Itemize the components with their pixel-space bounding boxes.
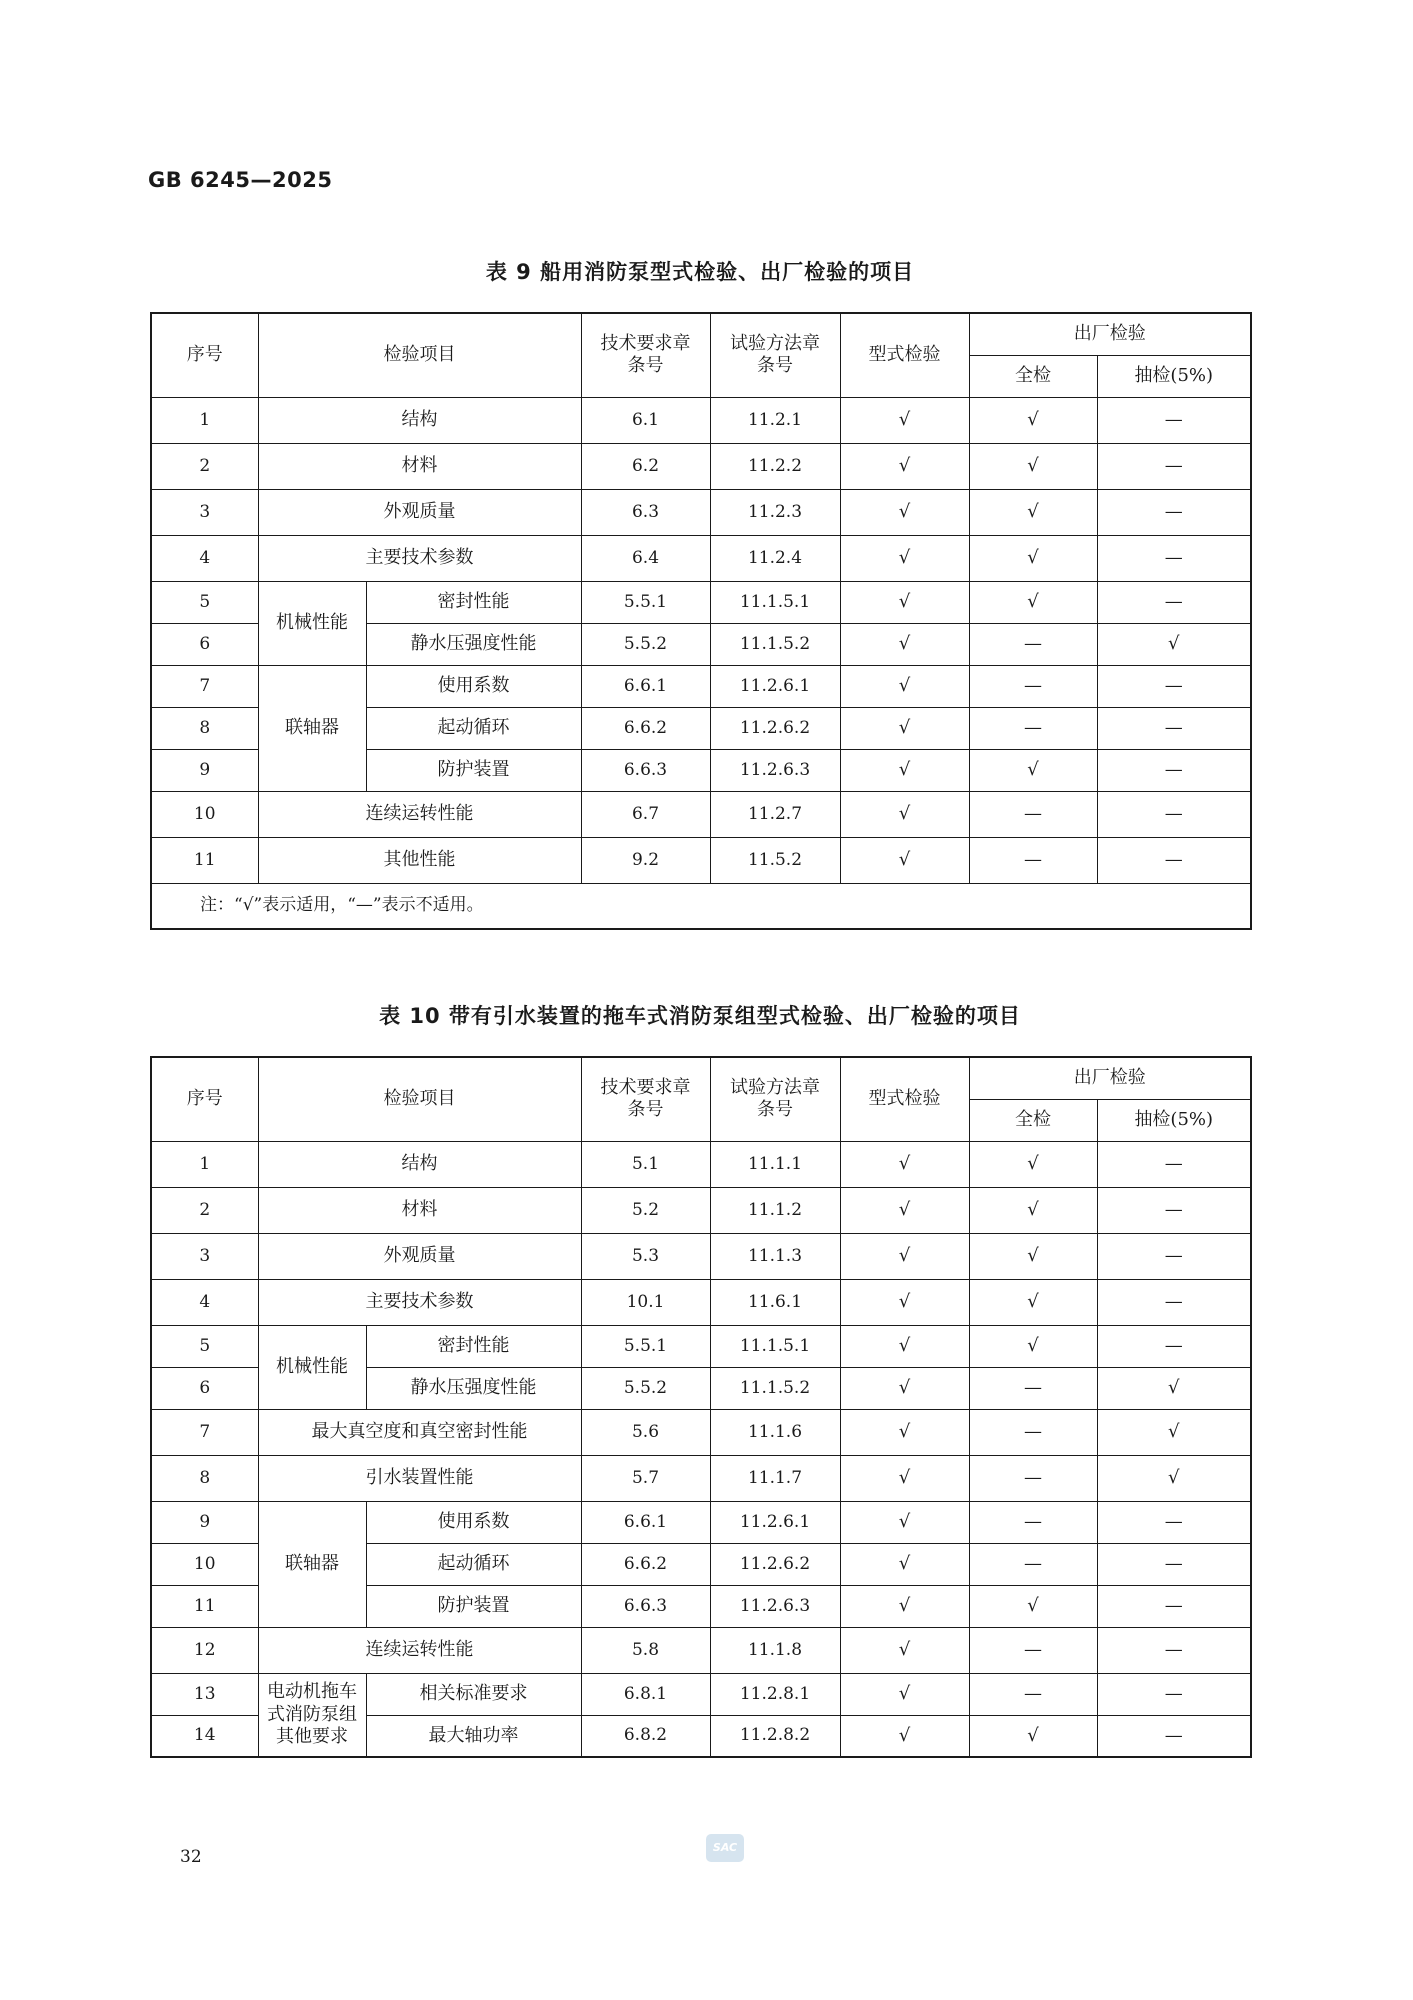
row-tech: 5.3 xyxy=(581,1233,710,1279)
table-row xyxy=(151,1455,1251,1501)
row-method: 11.1.2 xyxy=(710,1187,840,1233)
row-sample-mark: — xyxy=(1097,1543,1251,1585)
row-tech: 6.8.2 xyxy=(581,1715,710,1757)
row-method: 11.1.8 xyxy=(710,1627,840,1673)
table-10-caption: 表 10 带有引水装置的拖车式消防泵组型式检验、出厂检验的项目 xyxy=(379,1004,1021,1028)
table-row xyxy=(151,1233,1251,1279)
row-sample-mark: — xyxy=(1097,707,1251,749)
row-method: 11.1.5.1 xyxy=(710,581,840,623)
row-no: 5 xyxy=(151,1325,258,1367)
row-method: 11.2.6.2 xyxy=(710,1543,840,1585)
row-no: 1 xyxy=(151,1141,258,1187)
row-tech: 9.2 xyxy=(581,837,710,883)
row-sample-mark: — xyxy=(1097,1325,1251,1367)
row-method: 11.2.2 xyxy=(710,443,840,489)
header-full: 全检 xyxy=(969,355,1097,397)
row-method: 11.2.1 xyxy=(710,397,840,443)
row-no: 1 xyxy=(151,397,258,443)
row-full-mark: — xyxy=(969,791,1097,837)
row-type-mark: √ xyxy=(840,1233,969,1279)
row-full-mark: √ xyxy=(969,535,1097,581)
row-method: 11.1.1 xyxy=(710,1141,840,1187)
row-type-mark: √ xyxy=(840,1543,969,1585)
row-item: 相关标准要求 xyxy=(366,1673,581,1715)
row-item: 外观质量 xyxy=(258,489,581,535)
row-method: 11.5.2 xyxy=(710,837,840,883)
row-item: 最大轴功率 xyxy=(366,1715,581,1757)
table-row xyxy=(151,665,1251,707)
row-type-mark: √ xyxy=(840,1673,969,1715)
row-method: 11.2.8.2 xyxy=(710,1715,840,1757)
table-9 xyxy=(150,312,1252,930)
row-method: 11.1.5.2 xyxy=(710,623,840,665)
row-method: 11.1.7 xyxy=(710,1455,840,1501)
row-no: 8 xyxy=(151,1455,258,1501)
row-method: 11.2.8.1 xyxy=(710,1673,840,1715)
row-item: 使用系数 xyxy=(366,1501,581,1543)
row-no: 12 xyxy=(151,1627,258,1673)
row-no: 4 xyxy=(151,1279,258,1325)
table-note-row xyxy=(151,883,1251,929)
row-sample-mark: — xyxy=(1097,1627,1251,1673)
row-full-mark: — xyxy=(969,1409,1097,1455)
row-item: 其他性能 xyxy=(258,837,581,883)
table-header-row xyxy=(151,1057,1251,1099)
header-seq: 序号 xyxy=(151,1057,258,1141)
row-full-mark: — xyxy=(969,1673,1097,1715)
row-tech: 6.6.2 xyxy=(581,1543,710,1585)
row-full-mark: — xyxy=(969,665,1097,707)
table-9-caption: 表 9 船用消防泵型式检验、出厂检验的项目 xyxy=(485,260,915,284)
table-10 xyxy=(150,1056,1252,1758)
table-row xyxy=(151,489,1251,535)
row-no: 10 xyxy=(151,1543,258,1585)
row-type-mark: √ xyxy=(840,1501,969,1543)
row-tech: 6.4 xyxy=(581,535,710,581)
row-type-mark: √ xyxy=(840,1627,969,1673)
row-method: 11.2.6.1 xyxy=(710,665,840,707)
row-method: 11.2.6.3 xyxy=(710,1585,840,1627)
row-full-mark: √ xyxy=(969,1715,1097,1757)
row-tech: 6.8.1 xyxy=(581,1673,710,1715)
row-full-mark: — xyxy=(969,707,1097,749)
row-type-mark: √ xyxy=(840,443,969,489)
row-tech: 5.6 xyxy=(581,1409,710,1455)
row-no: 10 xyxy=(151,791,258,837)
table-row xyxy=(151,1673,1251,1715)
row-sample-mark: — xyxy=(1097,1141,1251,1187)
row-method: 11.1.5.2 xyxy=(710,1367,840,1409)
row-tech: 5.5.2 xyxy=(581,623,710,665)
row-tech: 5.1 xyxy=(581,1141,710,1187)
row-method: 11.1.3 xyxy=(710,1233,840,1279)
row-sample-mark: — xyxy=(1097,1673,1251,1715)
row-item: 结构 xyxy=(258,397,581,443)
row-tech: 6.7 xyxy=(581,791,710,837)
row-item: 主要技术参数 xyxy=(258,535,581,581)
row-item: 连续运转性能 xyxy=(258,791,581,837)
header-type-test: 型式检验 xyxy=(840,1057,969,1141)
row-no: 2 xyxy=(151,1187,258,1233)
row-no: 11 xyxy=(151,1585,258,1627)
row-no: 6 xyxy=(151,1367,258,1409)
row-full-mark: √ xyxy=(969,1141,1097,1187)
row-full-mark: √ xyxy=(969,1233,1097,1279)
row-type-mark: √ xyxy=(840,1455,969,1501)
header-method-text: 试验方法章条号 xyxy=(729,1076,820,1121)
group-motor-trailer-text: 电动机拖车式消防泵组其他要求 xyxy=(266,1681,357,1747)
row-type-mark: √ xyxy=(840,581,969,623)
table-row xyxy=(151,1325,1251,1367)
row-full-mark: — xyxy=(969,623,1097,665)
row-full-mark: — xyxy=(969,837,1097,883)
row-method: 11.1.6 xyxy=(710,1409,840,1455)
row-tech: 5.5.2 xyxy=(581,1367,710,1409)
group-motor-trailer xyxy=(258,1673,366,1757)
row-tech: 6.6.1 xyxy=(581,1501,710,1543)
row-type-mark: √ xyxy=(840,1409,969,1455)
row-no: 9 xyxy=(151,1501,258,1543)
row-no: 13 xyxy=(151,1673,258,1715)
row-full-mark: √ xyxy=(969,1325,1097,1367)
header-full: 全检 xyxy=(969,1099,1097,1141)
row-sample-mark: — xyxy=(1097,665,1251,707)
row-no: 9 xyxy=(151,749,258,791)
row-sample-mark: √ xyxy=(1097,1409,1251,1455)
row-sample-mark: — xyxy=(1097,1279,1251,1325)
row-method: 11.2.7 xyxy=(710,791,840,837)
row-tech: 10.1 xyxy=(581,1279,710,1325)
row-tech: 5.7 xyxy=(581,1455,710,1501)
row-method: 11.2.6.2 xyxy=(710,707,840,749)
table-row xyxy=(151,535,1251,581)
row-tech: 6.2 xyxy=(581,443,710,489)
row-full-mark: √ xyxy=(969,443,1097,489)
row-item: 静水压强度性能 xyxy=(366,623,581,665)
table-row xyxy=(151,443,1251,489)
group-coupling: 联轴器 xyxy=(258,1501,366,1627)
row-tech: 6.6.3 xyxy=(581,749,710,791)
table-row xyxy=(151,1279,1251,1325)
row-sample-mark: — xyxy=(1097,837,1251,883)
row-type-mark: √ xyxy=(840,1585,969,1627)
group-mechanical: 机械性能 xyxy=(258,1325,366,1409)
row-full-mark: — xyxy=(969,1543,1097,1585)
table-row xyxy=(151,397,1251,443)
row-full-mark: √ xyxy=(969,1279,1097,1325)
table-row xyxy=(151,1501,1251,1543)
header-item: 检验项目 xyxy=(258,1057,581,1141)
row-full-mark: — xyxy=(969,1367,1097,1409)
row-tech: 5.5.1 xyxy=(581,581,710,623)
page-number: 32 xyxy=(180,1847,202,1867)
table-header-row xyxy=(151,313,1251,355)
group-mechanical: 机械性能 xyxy=(258,581,366,665)
row-sample-mark: — xyxy=(1097,489,1251,535)
row-tech: 6.6.2 xyxy=(581,707,710,749)
row-sample-mark: — xyxy=(1097,1501,1251,1543)
row-type-mark: √ xyxy=(840,489,969,535)
row-tech: 6.6.3 xyxy=(581,1585,710,1627)
row-item: 使用系数 xyxy=(366,665,581,707)
row-full-mark: √ xyxy=(969,1585,1097,1627)
row-full-mark: √ xyxy=(969,489,1097,535)
header-item: 检验项目 xyxy=(258,313,581,397)
header-seq: 序号 xyxy=(151,313,258,397)
row-type-mark: √ xyxy=(840,1187,969,1233)
header-factory: 出厂检验 xyxy=(969,1057,1251,1099)
table-note: 注：“√”表示适用，“—”表示不适用。 xyxy=(151,883,1251,929)
row-type-mark: √ xyxy=(840,749,969,791)
row-sample-mark: — xyxy=(1097,1233,1251,1279)
table-row xyxy=(151,1627,1251,1673)
row-type-mark: √ xyxy=(840,791,969,837)
header-sample: 抽检(5%) xyxy=(1097,1099,1251,1141)
row-type-mark: √ xyxy=(840,665,969,707)
row-type-mark: √ xyxy=(840,623,969,665)
row-type-mark: √ xyxy=(840,397,969,443)
row-tech: 6.6.1 xyxy=(581,665,710,707)
header-method xyxy=(710,313,840,397)
row-no: 7 xyxy=(151,665,258,707)
row-tech: 5.8 xyxy=(581,1627,710,1673)
table-row xyxy=(151,1409,1251,1455)
table-row xyxy=(151,791,1251,837)
row-item: 最大真空度和真空密封性能 xyxy=(258,1409,581,1455)
row-type-mark: √ xyxy=(840,837,969,883)
row-no: 2 xyxy=(151,443,258,489)
row-full-mark: — xyxy=(969,1501,1097,1543)
row-full-mark: √ xyxy=(969,581,1097,623)
row-item: 主要技术参数 xyxy=(258,1279,581,1325)
header-factory: 出厂检验 xyxy=(969,313,1251,355)
row-sample-mark: — xyxy=(1097,535,1251,581)
row-no: 7 xyxy=(151,1409,258,1455)
row-type-mark: √ xyxy=(840,1279,969,1325)
row-item: 起动循环 xyxy=(366,707,581,749)
row-type-mark: √ xyxy=(840,1367,969,1409)
row-item: 静水压强度性能 xyxy=(366,1367,581,1409)
row-full-mark: √ xyxy=(969,1187,1097,1233)
row-tech: 6.3 xyxy=(581,489,710,535)
row-full-mark: √ xyxy=(969,749,1097,791)
header-tech-text: 技术要求章条号 xyxy=(600,332,691,377)
row-item: 连续运转性能 xyxy=(258,1627,581,1673)
row-no: 4 xyxy=(151,535,258,581)
row-sample-mark: — xyxy=(1097,749,1251,791)
header-method-text: 试验方法章条号 xyxy=(729,332,820,377)
row-no: 3 xyxy=(151,489,258,535)
table-row xyxy=(151,1141,1251,1187)
row-method: 11.2.3 xyxy=(710,489,840,535)
header-tech xyxy=(581,313,710,397)
row-sample-mark: √ xyxy=(1097,1367,1251,1409)
row-method: 11.6.1 xyxy=(710,1279,840,1325)
row-type-mark: √ xyxy=(840,1325,969,1367)
row-method: 11.1.5.1 xyxy=(710,1325,840,1367)
row-method: 11.2.4 xyxy=(710,535,840,581)
row-item: 外观质量 xyxy=(258,1233,581,1279)
header-type-test: 型式检验 xyxy=(840,313,969,397)
row-sample-mark: — xyxy=(1097,1715,1251,1757)
table-row xyxy=(151,1187,1251,1233)
row-item: 防护装置 xyxy=(366,1585,581,1627)
row-item: 起动循环 xyxy=(366,1543,581,1585)
row-item: 密封性能 xyxy=(366,1325,581,1367)
row-item: 结构 xyxy=(258,1141,581,1187)
row-no: 11 xyxy=(151,837,258,883)
row-method: 11.2.6.3 xyxy=(710,749,840,791)
row-no: 5 xyxy=(151,581,258,623)
row-sample-mark: — xyxy=(1097,1585,1251,1627)
row-full-mark: — xyxy=(969,1455,1097,1501)
row-tech: 5.2 xyxy=(581,1187,710,1233)
row-sample-mark: — xyxy=(1097,397,1251,443)
row-no: 6 xyxy=(151,623,258,665)
row-type-mark: √ xyxy=(840,707,969,749)
row-no: 8 xyxy=(151,707,258,749)
table-row xyxy=(151,581,1251,623)
row-no: 3 xyxy=(151,1233,258,1279)
header-tech xyxy=(581,1057,710,1141)
row-full-mark: — xyxy=(969,1627,1097,1673)
table-row xyxy=(151,837,1251,883)
header-sample: 抽检(5%) xyxy=(1097,355,1251,397)
header-tech-text: 技术要求章条号 xyxy=(600,1076,691,1121)
row-tech: 6.1 xyxy=(581,397,710,443)
row-item: 材料 xyxy=(258,1187,581,1233)
row-sample-mark: √ xyxy=(1097,623,1251,665)
row-item: 引水装置性能 xyxy=(258,1455,581,1501)
group-coupling: 联轴器 xyxy=(258,665,366,791)
row-type-mark: √ xyxy=(840,1141,969,1187)
row-item: 密封性能 xyxy=(366,581,581,623)
row-no: 14 xyxy=(151,1715,258,1757)
row-method: 11.2.6.1 xyxy=(710,1501,840,1543)
row-sample-mark: — xyxy=(1097,443,1251,489)
row-sample-mark: √ xyxy=(1097,1455,1251,1501)
document-header: GB 6245—2025 xyxy=(148,168,333,192)
row-tech: 5.5.1 xyxy=(581,1325,710,1367)
row-item: 材料 xyxy=(258,443,581,489)
row-type-mark: √ xyxy=(840,1715,969,1757)
row-item: 防护装置 xyxy=(366,749,581,791)
row-sample-mark: — xyxy=(1097,791,1251,837)
row-full-mark: √ xyxy=(969,397,1097,443)
header-method xyxy=(710,1057,840,1141)
row-sample-mark: — xyxy=(1097,581,1251,623)
sac-logo-icon: SAC xyxy=(706,1834,744,1862)
row-sample-mark: — xyxy=(1097,1187,1251,1233)
row-type-mark: √ xyxy=(840,535,969,581)
